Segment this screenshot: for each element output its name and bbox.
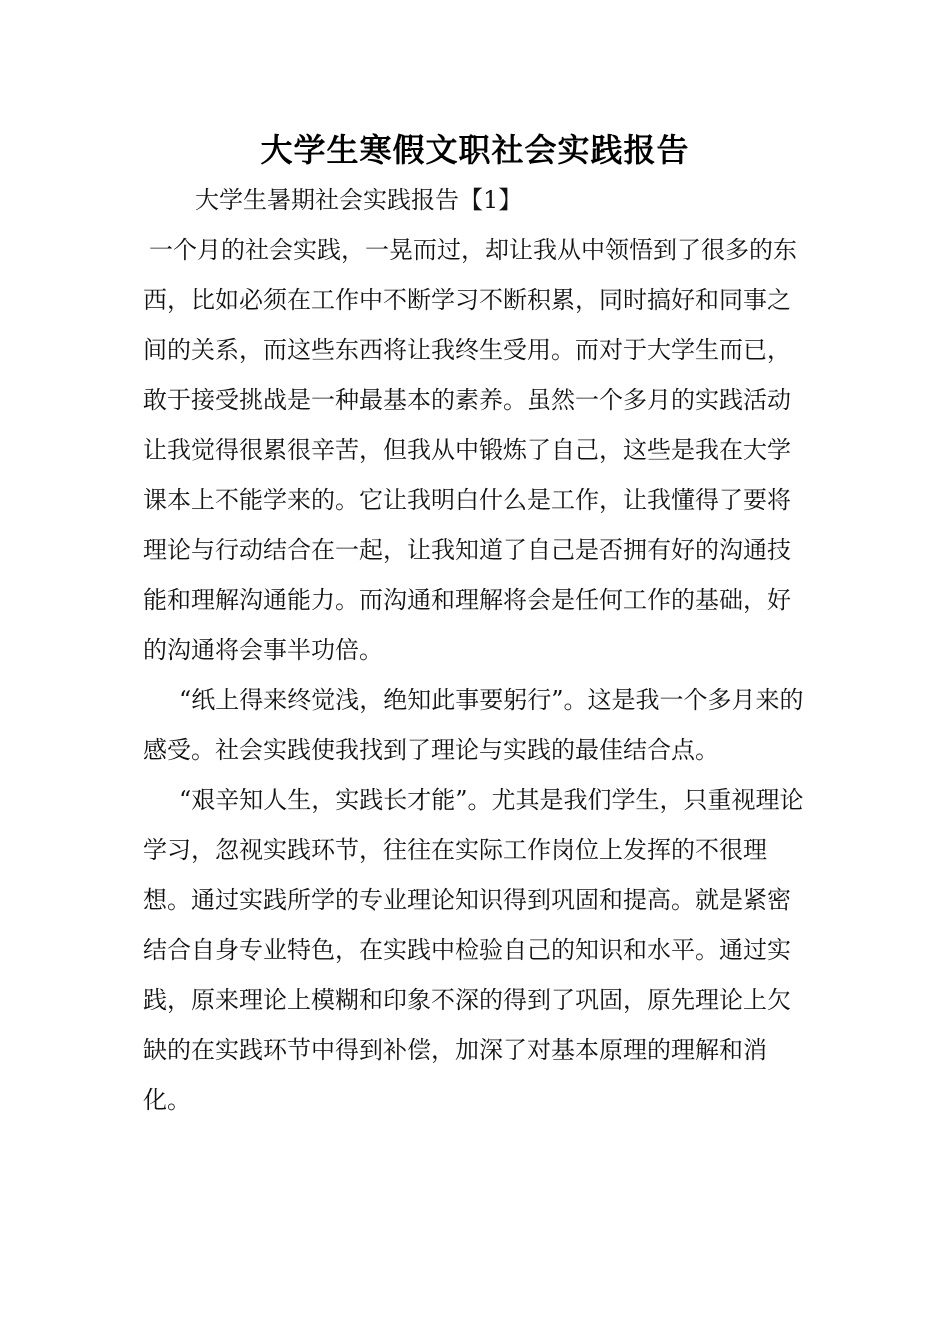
paragraph-text: “纸上得来终觉浅，绝知此事要躬行”。这是我一个多月来的感受。社会实践使我找到了理论与实践的最佳结合点。 [143, 686, 804, 764]
document-body [143, 225, 807, 1125]
document-title: 大学生寒假文职社会实践报告 [260, 131, 690, 169]
paragraph-text: 一个月的社会实践，一晃而过，却让我从中领悟到了很多的东西，比如必须在工作中不断学习不断积累，同时搞好和同事之间的关系，而这些东西将让我终生受用。而对于大学生而已，敢于接受挑战是一种最基本的素养。虽然一个多月的实践活动让我觉得很累很辛苦，但我从中锻炼了自己，这些是我在大学课本上不能学来的。它让我明白什么是工作，让我懂得了要将理论与行动结合在一起，让我知道了自己是否拥有好的沟通技能和理解沟通能力。而沟通和理解将会是任何工作的基础，好的沟通将会事半功倍。 [143, 236, 797, 664]
paragraph [143, 225, 807, 675]
paragraph [143, 775, 807, 1125]
document-subtitle: 大学生暑期社会实践报告【1】 [195, 186, 523, 214]
paragraph [143, 675, 807, 775]
paragraph-text: “艰辛知人生，实践长才能”。尤其是我们学生，只重视理论学习，忽视实践环节，往往在实际工作岗位上发挥的不很理想。通过实践所学的专业理论知识得到巩固和提高。就是紧密结合自身专业特色，在实践中检验自己的知识和水平。通过实践，原来理论上模糊和印象不深的得到了巩固，原先理论上欠缺的在实践环节中得到补偿，加深了对基本原理的理解和消化。 [143, 786, 804, 1114]
